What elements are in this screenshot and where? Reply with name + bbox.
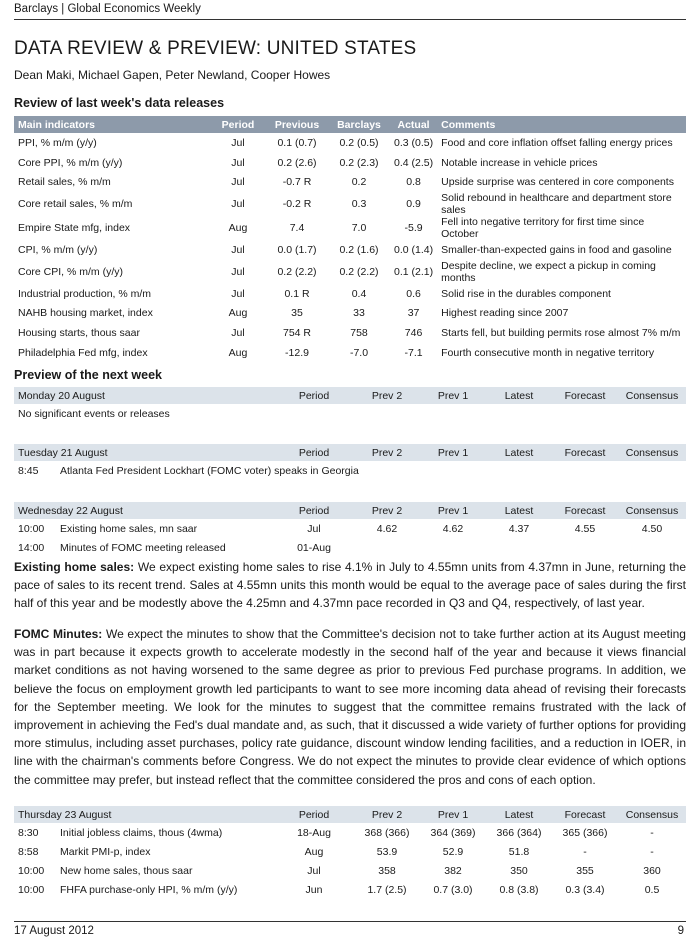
col-header: Prev 1 (420, 444, 486, 461)
table-cell: Solid rebound in healthcare and department store sales (441, 192, 672, 217)
table-cell: 37 (407, 307, 420, 320)
day-header-row (14, 444, 686, 461)
table-row (14, 260, 686, 284)
page-number: 9 (677, 925, 684, 937)
col-header: Prev 2 (354, 387, 420, 404)
table-cell: 0.3 (351, 198, 367, 211)
table-cell: -5.9 (404, 222, 423, 235)
table-cell: 0.6 (406, 287, 421, 300)
table-cell: 51.8 (508, 845, 530, 858)
table-row (14, 880, 686, 899)
col-header: Prev 1 (420, 387, 486, 404)
table-cell: 0.8 (406, 176, 421, 189)
table-cell: Jun (305, 883, 323, 896)
col-header: Consensus (618, 502, 686, 519)
day-label: Wednesday 22 August (14, 502, 274, 519)
col-header: Prev 1 (420, 806, 486, 823)
table-cell: 4.37 (508, 522, 530, 535)
table-row (14, 284, 686, 304)
table-cell: Jul (231, 243, 245, 256)
event-time: 8:30 (18, 826, 39, 839)
table-cell (552, 538, 618, 557)
table-cell: 0.3 (3.4) (565, 883, 605, 896)
table-cell: Core PPI, % m/m (y/y) (18, 156, 123, 169)
table-cell (420, 538, 486, 557)
col-header: Forecast (552, 444, 618, 461)
event-name: Minutes of FOMC meeting released (60, 541, 226, 554)
col-header: Latest (486, 387, 552, 404)
footer-date: 17 August 2012 (14, 925, 94, 937)
table-cell: Aug (228, 222, 248, 235)
col-header: Forecast (552, 502, 618, 519)
table-cell: 0.3 (0.5) (394, 136, 434, 149)
review-heading: Review of last week's data releases (14, 96, 225, 110)
table-row (14, 323, 686, 343)
header-rule (14, 19, 686, 20)
paragraph-text: We expect the minutes to show that the Committee's decision not to take further action at its August meeting was in part because it expects growth to accelerate modestly in the second half of the year and because it views financial market conditions as not having worsened to the same degree as prior to previous Fed purchase programs. In addition, we believe the focus on employment growth led participants to want to see more incoming data ahead of revising their forecasts for the September meeting. We look for the minutes to suggest that the committee remains frustrated with the lack of improvement in achieving the Fed's dual mandate and, as such, that it discussed a wide variety of further options for providing more stimulus, including asset purchases, policy rate guidance, discount window lending facilities, and a reduction in IOER, in line with the chairman's comments before Congress. We do not expect the minutes to provide clear evidence of which options the committee may prefer, but instead reflect that the committee considered the pros and cons of each option. (14, 627, 686, 787)
table-cell: Food and core inflation offset falling energy prices (441, 136, 673, 149)
table-cell: PPI, % m/m (y/y) (18, 136, 97, 149)
table-row (14, 842, 686, 861)
table-cell: 0.2 (2.6) (277, 156, 317, 169)
preview-wednesday-table (14, 502, 686, 557)
table-cell: 382 (444, 864, 462, 877)
event-name: FHFA purchase-only HPI, % m/m (y/y) (60, 883, 238, 896)
day-header-row (14, 502, 686, 519)
table-cell: 52.9 (442, 845, 464, 858)
table-cell: 0.2 (0.5) (339, 136, 379, 149)
fomc-minutes-paragraph (14, 625, 686, 789)
event-name: Atlanta Fed President Lockhart (FOMC voter) speaks in Georgia (60, 464, 359, 477)
table-row (14, 823, 686, 842)
table-cell: -0.7 R (282, 176, 312, 189)
table-cell: Solid rise in the durables component (441, 287, 611, 300)
table-cell: 4.55 (574, 522, 596, 535)
table-cell: 0.1 R (284, 287, 310, 300)
table-cell: 0.1 (2.1) (394, 265, 434, 278)
table-cell: Jul (231, 176, 245, 189)
event-time: 10:00 (18, 864, 45, 877)
table-cell: Jul (231, 136, 245, 149)
table-cell: Jul (231, 198, 245, 211)
table-cell: Industrial production, % m/m (18, 287, 152, 300)
footer-rule (14, 921, 686, 922)
day-note: No significant events or releases (18, 407, 170, 420)
table-cell: 01-Aug (297, 541, 331, 554)
table-cell: 0.8 (3.8) (499, 883, 539, 896)
table-cell: 0.2 (351, 176, 367, 189)
table-cell: Jul (231, 326, 245, 339)
col-header: Forecast (552, 387, 618, 404)
col-header: Forecast (552, 806, 618, 823)
table-cell: 754 R (282, 326, 312, 339)
table-cell: 53.9 (376, 845, 398, 858)
table-cell: Core retail sales, % m/m (18, 198, 133, 211)
table-cell: Housing starts, thous saar (18, 326, 140, 339)
paragraph-text: We expect existing home sales to rise 4.1% in July to 4.55mn units from 4.37mn in June, returning the pace of sales to its recent trend. Sales at 4.55mn units this month would be equal to the average pace of sales during the first half of this year and be modestly above the 4.25mn and 4.37mn pace recorded in Q3 and Q4, respectively, of last year. (14, 560, 686, 611)
table-row (14, 303, 686, 323)
table-cell: 1.7 (2.5) (367, 883, 407, 896)
table-cell (354, 538, 420, 557)
table-cell: Despite decline, we expect a pickup in coming months (441, 259, 656, 284)
table-cell: Aug (228, 346, 248, 359)
day-header-row (14, 806, 686, 823)
table-row (14, 343, 686, 363)
existing-home-sales-paragraph (14, 558, 686, 613)
col-header: Actual (390, 116, 437, 133)
event-name: Existing home sales, mn saar (60, 522, 198, 535)
table-cell: Jul (307, 864, 321, 877)
table-row (14, 861, 686, 880)
table-cell: Philadelphia Fed mfg, index (18, 346, 148, 359)
table-cell (618, 538, 686, 557)
table-cell: 0.1 (0.7) (277, 136, 317, 149)
table-row (14, 461, 686, 480)
table-cell: 7.4 (289, 222, 305, 235)
table-cell: 368 (366) (364, 826, 410, 839)
review-table (14, 116, 686, 363)
authors: Dean Maki, Michael Gapen, Peter Newland, Cooper Howes (14, 68, 331, 82)
col-header: Consensus (618, 387, 686, 404)
table-row (14, 240, 686, 260)
table-cell: 366 (364) (496, 826, 542, 839)
table-cell: NAHB housing market, index (18, 307, 153, 320)
table-cell: Jul (231, 156, 245, 169)
running-header: Barclays | Global Economics Weekly (14, 3, 201, 15)
page-title: DATA REVIEW & PREVIEW: UNITED STATES (14, 38, 417, 59)
table-row (14, 216, 686, 240)
table-cell: 364 (369) (430, 826, 476, 839)
table-cell: 360 (643, 864, 661, 877)
col-header: Latest (486, 502, 552, 519)
table-row (14, 172, 686, 192)
review-header-row (14, 116, 686, 133)
table-cell: Smaller-than-expected gains in food and gasoline (441, 243, 672, 256)
table-cell: 4.50 (641, 522, 663, 535)
table-cell: -7.1 (404, 346, 423, 359)
event-time: 14:00 (18, 541, 45, 554)
table-cell: 0.4 (2.5) (394, 156, 434, 169)
table-cell: 358 (378, 864, 396, 877)
table-cell: CPI, % m/m (y/y) (18, 243, 98, 256)
col-header: Latest (486, 444, 552, 461)
table-cell: 0.2 (2.2) (277, 265, 317, 278)
event-name: Markit PMI-p, index (60, 845, 151, 858)
table-cell: Jul (231, 287, 245, 300)
table-cell: 0.5 (644, 883, 660, 896)
table-row (14, 153, 686, 173)
preview-tuesday-table (14, 444, 686, 480)
table-cell: 33 (353, 307, 365, 320)
table-cell: Jul (231, 265, 245, 278)
table-cell: 0.7 (3.0) (433, 883, 473, 896)
table-cell: 18-Aug (297, 826, 331, 839)
table-cell: 350 (510, 864, 528, 877)
table-cell: - (583, 845, 587, 858)
col-header: Period (274, 387, 354, 404)
table-cell: Aug (228, 307, 248, 320)
day-header-row (14, 387, 686, 404)
table-cell: 758 (350, 326, 368, 339)
preview-monday-table (14, 387, 686, 423)
preview-heading: Preview of the next week (14, 368, 162, 382)
col-header: Prev 2 (354, 502, 420, 519)
col-header: Prev 1 (420, 502, 486, 519)
table-cell: Starts fell, but building permits rose almost 7% m/m (441, 326, 681, 339)
col-header: Prev 2 (354, 806, 420, 823)
table-row (14, 133, 686, 153)
col-header: Period (274, 502, 354, 519)
table-row (14, 538, 686, 557)
table-cell: Empire State mfg, index (18, 222, 131, 235)
table-cell: 0.4 (351, 287, 367, 300)
paragraph-label: FOMC Minutes: (14, 627, 103, 641)
table-row (14, 404, 686, 423)
event-time: 10:00 (18, 883, 45, 896)
table-cell: Fell into negative territory for first time since October (441, 216, 645, 241)
table-cell: - (650, 826, 654, 839)
table-cell: 355 (576, 864, 594, 877)
table-cell: Fourth consecutive month in negative territory (441, 346, 655, 359)
day-label: Thursday 23 August (14, 806, 274, 823)
table-cell: - (650, 845, 654, 858)
table-cell: Jul (307, 522, 321, 535)
day-label: Monday 20 August (14, 387, 274, 404)
table-cell: -12.9 (285, 346, 309, 359)
preview-thursday-table (14, 806, 686, 899)
col-header: Period (274, 444, 354, 461)
col-header: Consensus (618, 806, 686, 823)
event-time: 8:58 (18, 845, 39, 858)
col-header: Latest (486, 806, 552, 823)
table-cell: 0.0 (1.4) (394, 243, 434, 256)
event-time: 8:45 (18, 464, 39, 477)
table-cell: Core CPI, % m/m (y/y) (18, 265, 124, 278)
table-cell: 4.62 (442, 522, 464, 535)
table-cell: Retail sales, % m/m (18, 176, 111, 189)
table-cell: 7.0 (351, 222, 367, 235)
table-cell: Highest reading since 2007 (441, 307, 569, 320)
event-name: Initial jobless claims, thous (4wma) (60, 826, 223, 839)
table-cell (486, 538, 552, 557)
col-header: Previous (266, 116, 328, 133)
col-header: Period (210, 116, 266, 133)
event-name: New home sales, thous saar (60, 864, 193, 877)
col-header: Period (274, 806, 354, 823)
table-cell: 365 (366) (562, 826, 608, 839)
col-header: Consensus (618, 444, 686, 461)
table-cell: -7.0 (349, 346, 369, 359)
day-label: Tuesday 21 August (14, 444, 274, 461)
table-row (14, 519, 686, 538)
col-header: Barclays (328, 116, 390, 133)
col-header: Main indicators (14, 116, 210, 133)
table-cell: 0.0 (1.7) (277, 243, 317, 256)
table-cell: -0.2 R (282, 198, 312, 211)
event-time: 10:00 (18, 522, 45, 535)
table-cell: 0.2 (2.3) (339, 156, 379, 169)
table-cell: Notable increase in vehicle prices (441, 156, 598, 169)
table-cell: Aug (304, 845, 324, 858)
paragraph-label: Existing home sales: (14, 560, 135, 574)
col-header: Prev 2 (354, 444, 420, 461)
table-cell: 0.9 (406, 198, 421, 211)
table-cell: 0.2 (2.2) (339, 265, 379, 278)
table-cell: 4.62 (376, 522, 398, 535)
table-cell: 746 (404, 326, 423, 339)
table-cell: 35 (291, 307, 303, 320)
table-cell: Upside surprise was centered in core components (441, 176, 674, 189)
table-cell: 0.2 (1.6) (339, 243, 379, 256)
col-header: Comments (437, 116, 686, 133)
table-row (14, 192, 686, 216)
